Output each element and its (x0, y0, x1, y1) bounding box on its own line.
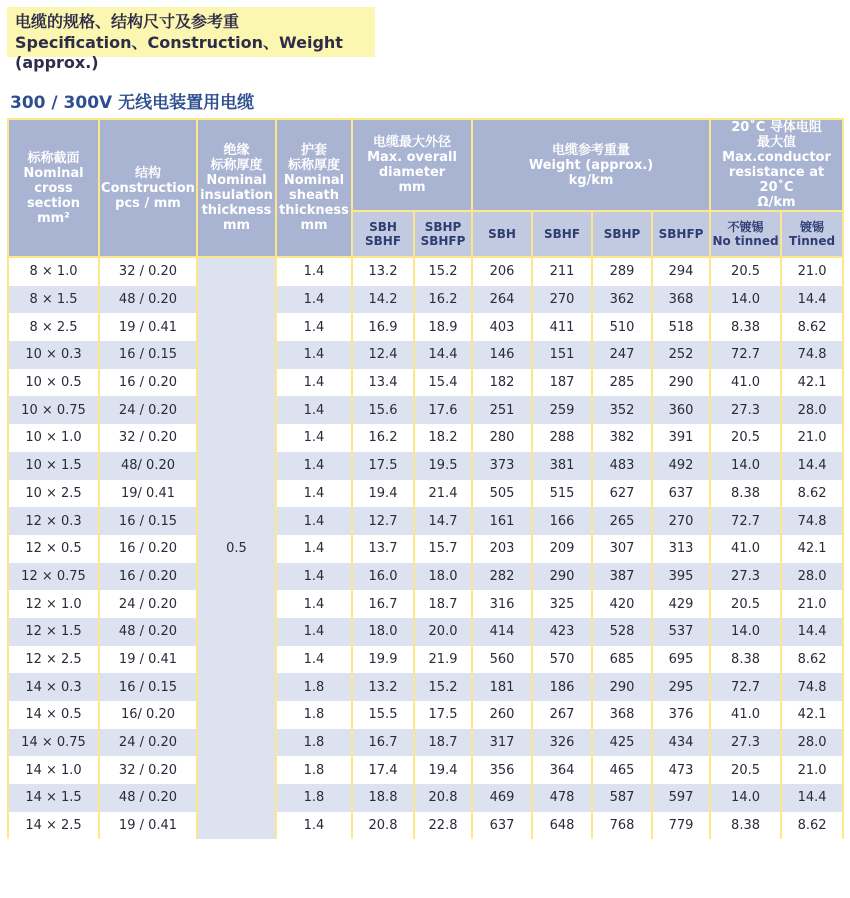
cell-weight-sbh: 560 (472, 646, 532, 674)
table-row (8, 618, 843, 646)
cell-weight-sbhfp: 492 (652, 452, 710, 480)
cell-resistance-tinned: 42.1 (781, 701, 843, 729)
cell-construction: 32 / 0.20 (99, 257, 197, 286)
cell-weight-sbhf: 515 (532, 480, 592, 508)
cell-sheath: 1.4 (276, 424, 352, 452)
cell-diameter-sbh-sbhf: 15.6 (352, 396, 414, 424)
cell-sheath: 1.8 (276, 701, 352, 729)
cell-diameter-sbhp-sbhfp: 18.7 (414, 590, 472, 618)
header-diameter: 电缆最大外径 Max. overall diameter mm (352, 119, 472, 211)
cell-section: 14 × 0.75 (8, 729, 99, 757)
header-resistance: 20˚C 导体电阻 最大值 Max.conductor resistance at 20˚C Ω/km (710, 119, 843, 211)
cell-construction: 24 / 0.20 (99, 396, 197, 424)
cell-weight-sbhf: 186 (532, 673, 592, 701)
cell-diameter-sbhp-sbhfp: 20.0 (414, 618, 472, 646)
cell-weight-sbhp: 382 (592, 424, 652, 452)
cell-diameter-sbhp-sbhfp: 19.5 (414, 452, 472, 480)
cell-section: 12 × 0.3 (8, 507, 99, 535)
cell-construction: 32 / 0.20 (99, 756, 197, 784)
cell-construction: 48 / 0.20 (99, 784, 197, 812)
table-row (8, 286, 843, 314)
table-row (8, 563, 843, 591)
table-row (8, 673, 843, 701)
table-body (8, 257, 843, 839)
cell-weight-sbhfp: 395 (652, 563, 710, 591)
table-row (8, 396, 843, 424)
cell-weight-sbh: 469 (472, 784, 532, 812)
cell-diameter-sbhp-sbhfp: 15.2 (414, 257, 472, 286)
cell-weight-sbh: 414 (472, 618, 532, 646)
cell-weight-sbhp: 685 (592, 646, 652, 674)
cell-diameter-sbh-sbhf: 16.7 (352, 590, 414, 618)
cell-diameter-sbhp-sbhfp: 15.7 (414, 535, 472, 563)
cell-resistance-no-tinned: 27.3 (710, 396, 781, 424)
cell-resistance-tinned: 42.1 (781, 535, 843, 563)
cell-weight-sbhf: 381 (532, 452, 592, 480)
cell-construction: 48 / 0.20 (99, 286, 197, 314)
table-row (8, 424, 843, 452)
cell-sheath: 1.4 (276, 618, 352, 646)
cell-sheath: 1.4 (276, 812, 352, 840)
cell-weight-sbhfp: 270 (652, 507, 710, 535)
cell-weight-sbhf: 290 (532, 563, 592, 591)
cell-resistance-no-tinned: 14.0 (710, 618, 781, 646)
cell-section: 12 × 0.75 (8, 563, 99, 591)
header-insulation: 绝缘 标称厚度 Nominal insulation thickness mm (197, 119, 276, 257)
cell-weight-sbh: 181 (472, 673, 532, 701)
cell-diameter-sbh-sbhf: 16.7 (352, 729, 414, 757)
cell-diameter-sbhp-sbhfp: 17.5 (414, 701, 472, 729)
cell-weight-sbhp: 768 (592, 812, 652, 840)
cell-sheath: 1.4 (276, 313, 352, 341)
table-row (8, 812, 843, 840)
title-en: Specification、Construction、Weight (approx.) (15, 33, 343, 72)
cell-resistance-no-tinned: 20.5 (710, 257, 781, 286)
cell-weight-sbh: 316 (472, 590, 532, 618)
cell-resistance-tinned: 74.8 (781, 673, 843, 701)
cell-resistance-tinned: 8.62 (781, 646, 843, 674)
subheader-sbhp-sbhfp: SBHP SBHFP (414, 211, 472, 257)
cell-resistance-tinned: 14.4 (781, 286, 843, 314)
cell-diameter-sbh-sbhf: 20.8 (352, 812, 414, 840)
cell-weight-sbhfp: 429 (652, 590, 710, 618)
cell-weight-sbhfp: 473 (652, 756, 710, 784)
cell-sheath: 1.4 (276, 452, 352, 480)
cell-section: 10 × 0.75 (8, 396, 99, 424)
cell-weight-sbhf: 209 (532, 535, 592, 563)
cell-section: 14 × 0.3 (8, 673, 99, 701)
header-section: 标称截面 Nominal cross section mm² (8, 119, 99, 257)
cell-construction: 48/ 0.20 (99, 452, 197, 480)
cell-resistance-no-tinned: 20.5 (710, 590, 781, 618)
cell-weight-sbh: 356 (472, 756, 532, 784)
cell-weight-sbh: 260 (472, 701, 532, 729)
subheader-weight-sbhfp: SBHFP (652, 211, 710, 257)
cell-resistance-no-tinned: 41.0 (710, 369, 781, 397)
cell-construction: 19/ 0.41 (99, 480, 197, 508)
cell-weight-sbh: 505 (472, 480, 532, 508)
cell-section: 8 × 1.0 (8, 257, 99, 286)
cell-diameter-sbhp-sbhfp: 18.2 (414, 424, 472, 452)
cell-resistance-tinned: 21.0 (781, 424, 843, 452)
cell-diameter-sbhp-sbhfp: 18.0 (414, 563, 472, 591)
cell-weight-sbhf: 288 (532, 424, 592, 452)
cell-resistance-no-tinned: 72.7 (710, 507, 781, 535)
cell-weight-sbhf: 326 (532, 729, 592, 757)
cell-resistance-no-tinned: 27.3 (710, 729, 781, 757)
cell-weight-sbhp: 420 (592, 590, 652, 618)
cell-diameter-sbh-sbhf: 12.4 (352, 341, 414, 369)
subheader-sbh-sbhf: SBH SBHF (352, 211, 414, 257)
cell-construction: 16 / 0.20 (99, 563, 197, 591)
cell-resistance-no-tinned: 20.5 (710, 756, 781, 784)
cell-weight-sbhfp: 391 (652, 424, 710, 452)
cell-weight-sbhp: 483 (592, 452, 652, 480)
cell-weight-sbhfp: 434 (652, 729, 710, 757)
cell-sheath: 1.4 (276, 507, 352, 535)
cell-weight-sbhp: 387 (592, 563, 652, 591)
cell-diameter-sbh-sbhf: 18.8 (352, 784, 414, 812)
cell-weight-sbhfp: 295 (652, 673, 710, 701)
cell-weight-sbhp: 528 (592, 618, 652, 646)
cell-weight-sbhf: 423 (532, 618, 592, 646)
title-cn: 电缆的规格、结构尺寸及参考重 (15, 12, 240, 31)
cell-resistance-tinned: 74.8 (781, 341, 843, 369)
cell-construction: 48 / 0.20 (99, 618, 197, 646)
cell-sheath: 1.4 (276, 341, 352, 369)
cell-diameter-sbhp-sbhfp: 17.6 (414, 396, 472, 424)
header-construction: 结构 Construction pcs / mm (99, 119, 197, 257)
cell-diameter-sbhp-sbhfp: 14.7 (414, 507, 472, 535)
table-row (8, 257, 843, 286)
cell-weight-sbhp: 290 (592, 673, 652, 701)
cell-resistance-no-tinned: 72.7 (710, 673, 781, 701)
cell-weight-sbhf: 267 (532, 701, 592, 729)
cell-section: 8 × 1.5 (8, 286, 99, 314)
cell-resistance-tinned: 74.8 (781, 507, 843, 535)
cell-weight-sbhf: 570 (532, 646, 592, 674)
cell-diameter-sbh-sbhf: 17.4 (352, 756, 414, 784)
cell-resistance-tinned: 21.0 (781, 590, 843, 618)
cell-section: 12 × 0.5 (8, 535, 99, 563)
cell-section: 12 × 1.0 (8, 590, 99, 618)
table-row (8, 535, 843, 563)
cell-construction: 19 / 0.41 (99, 646, 197, 674)
cell-diameter-sbh-sbhf: 12.7 (352, 507, 414, 535)
cell-weight-sbhf: 478 (532, 784, 592, 812)
cell-weight-sbh: 282 (472, 563, 532, 591)
cell-weight-sbhf: 187 (532, 369, 592, 397)
cell-section: 10 × 1.5 (8, 452, 99, 480)
spec-table (7, 118, 844, 839)
cell-diameter-sbh-sbhf: 18.0 (352, 618, 414, 646)
cell-sheath: 1.8 (276, 784, 352, 812)
cell-weight-sbhf: 364 (532, 756, 592, 784)
cell-weight-sbhfp: 637 (652, 480, 710, 508)
cell-construction: 19 / 0.41 (99, 812, 197, 840)
cell-diameter-sbh-sbhf: 19.4 (352, 480, 414, 508)
cell-weight-sbh: 146 (472, 341, 532, 369)
cell-construction: 16 / 0.15 (99, 673, 197, 701)
cell-diameter-sbh-sbhf: 16.9 (352, 313, 414, 341)
cell-construction: 19 / 0.41 (99, 313, 197, 341)
cell-weight-sbhfp: 695 (652, 646, 710, 674)
cell-weight-sbh: 161 (472, 507, 532, 535)
table-row (8, 646, 843, 674)
table-row (8, 341, 843, 369)
table-row (8, 480, 843, 508)
cell-weight-sbhf: 411 (532, 313, 592, 341)
cell-diameter-sbhp-sbhfp: 18.9 (414, 313, 472, 341)
cell-weight-sbhf: 325 (532, 590, 592, 618)
cell-resistance-tinned: 21.0 (781, 756, 843, 784)
cell-diameter-sbhp-sbhfp: 18.7 (414, 729, 472, 757)
table-row (8, 756, 843, 784)
cell-construction: 16 / 0.15 (99, 507, 197, 535)
cell-sheath: 1.4 (276, 257, 352, 286)
cell-section: 10 × 0.3 (8, 341, 99, 369)
cell-section: 12 × 1.5 (8, 618, 99, 646)
cell-construction: 16 / 0.20 (99, 535, 197, 563)
cell-sheath: 1.4 (276, 590, 352, 618)
cell-resistance-tinned: 21.0 (781, 257, 843, 286)
cell-weight-sbhp: 425 (592, 729, 652, 757)
cell-weight-sbhfp: 360 (652, 396, 710, 424)
cell-insulation-thickness: 0.5 (197, 257, 276, 839)
subheader-no-tinned: 不镀锡 No tinned (710, 211, 781, 257)
cell-construction: 24 / 0.20 (99, 590, 197, 618)
cell-diameter-sbhp-sbhfp: 16.2 (414, 286, 472, 314)
table-row (8, 313, 843, 341)
cell-resistance-no-tinned: 14.0 (710, 286, 781, 314)
cell-weight-sbhp: 289 (592, 257, 652, 286)
cell-weight-sbhf: 211 (532, 257, 592, 286)
subheader-tinned: 镀锡 Tinned (781, 211, 843, 257)
cell-resistance-tinned: 14.4 (781, 452, 843, 480)
cell-sheath: 1.8 (276, 756, 352, 784)
cell-weight-sbhp: 627 (592, 480, 652, 508)
cell-resistance-no-tinned: 8.38 (710, 480, 781, 508)
cell-weight-sbhp: 247 (592, 341, 652, 369)
cell-weight-sbhfp: 368 (652, 286, 710, 314)
cell-resistance-tinned: 14.4 (781, 618, 843, 646)
subheader-weight-sbh: SBH (472, 211, 532, 257)
table-row (8, 729, 843, 757)
table-row (8, 507, 843, 535)
cell-weight-sbhf: 259 (532, 396, 592, 424)
cell-sheath: 1.4 (276, 646, 352, 674)
table-subtitle: 300 / 300V 无线电装置用电缆 (10, 93, 255, 113)
cell-weight-sbh: 317 (472, 729, 532, 757)
table-row (8, 784, 843, 812)
cell-diameter-sbh-sbhf: 13.7 (352, 535, 414, 563)
cell-weight-sbhfp: 779 (652, 812, 710, 840)
cell-diameter-sbh-sbhf: 15.5 (352, 701, 414, 729)
cell-section: 14 × 1.5 (8, 784, 99, 812)
cell-section: 14 × 2.5 (8, 812, 99, 840)
cell-weight-sbhp: 265 (592, 507, 652, 535)
cell-section: 14 × 1.0 (8, 756, 99, 784)
cell-section: 12 × 2.5 (8, 646, 99, 674)
cell-weight-sbh: 637 (472, 812, 532, 840)
cell-resistance-tinned: 28.0 (781, 729, 843, 757)
cell-weight-sbhfp: 537 (652, 618, 710, 646)
cell-diameter-sbhp-sbhfp: 20.8 (414, 784, 472, 812)
cell-weight-sbh: 206 (472, 257, 532, 286)
cell-weight-sbhfp: 313 (652, 535, 710, 563)
header-sheath: 护套 标称厚度 Nominal sheath thickness mm (276, 119, 352, 257)
cell-section: 8 × 2.5 (8, 313, 99, 341)
cell-diameter-sbhp-sbhfp: 15.2 (414, 673, 472, 701)
cell-diameter-sbh-sbhf: 13.2 (352, 673, 414, 701)
cell-resistance-no-tinned: 72.7 (710, 341, 781, 369)
cell-diameter-sbhp-sbhfp: 22.8 (414, 812, 472, 840)
cell-resistance-tinned: 28.0 (781, 396, 843, 424)
cell-weight-sbhp: 510 (592, 313, 652, 341)
cell-weight-sbhf: 648 (532, 812, 592, 840)
cell-resistance-no-tinned: 20.5 (710, 424, 781, 452)
cell-resistance-no-tinned: 14.0 (710, 452, 781, 480)
cell-construction: 32 / 0.20 (99, 424, 197, 452)
cell-weight-sbhfp: 294 (652, 257, 710, 286)
header-weight: 电缆参考重量 Weight (approx.) kg/km (472, 119, 710, 211)
cell-diameter-sbh-sbhf: 17.5 (352, 452, 414, 480)
cell-weight-sbhp: 587 (592, 784, 652, 812)
subheader-weight-sbhp: SBHP (592, 211, 652, 257)
cell-resistance-tinned: 28.0 (781, 563, 843, 591)
cell-resistance-no-tinned: 41.0 (710, 701, 781, 729)
cell-resistance-tinned: 8.62 (781, 812, 843, 840)
cell-diameter-sbh-sbhf: 14.2 (352, 286, 414, 314)
cell-sheath: 1.4 (276, 396, 352, 424)
cell-resistance-no-tinned: 8.38 (710, 313, 781, 341)
cell-section: 10 × 2.5 (8, 480, 99, 508)
cell-sheath: 1.4 (276, 286, 352, 314)
table-row (8, 590, 843, 618)
cell-construction: 24 / 0.20 (99, 729, 197, 757)
cell-resistance-no-tinned: 8.38 (710, 812, 781, 840)
cell-construction: 16/ 0.20 (99, 701, 197, 729)
cell-diameter-sbh-sbhf: 19.9 (352, 646, 414, 674)
cell-section: 10 × 1.0 (8, 424, 99, 452)
cell-diameter-sbh-sbhf: 16.0 (352, 563, 414, 591)
cell-resistance-tinned: 8.62 (781, 313, 843, 341)
title-box (7, 7, 375, 72)
cell-weight-sbhf: 151 (532, 341, 592, 369)
cell-resistance-no-tinned: 41.0 (710, 535, 781, 563)
cell-weight-sbh: 203 (472, 535, 532, 563)
cell-resistance-no-tinned: 27.3 (710, 563, 781, 591)
cell-weight-sbhp: 307 (592, 535, 652, 563)
cell-diameter-sbhp-sbhfp: 21.4 (414, 480, 472, 508)
table-row (8, 701, 843, 729)
cell-weight-sbh: 280 (472, 424, 532, 452)
cell-sheath: 1.8 (276, 729, 352, 757)
cell-diameter-sbhp-sbhfp: 21.9 (414, 646, 472, 674)
cell-diameter-sbh-sbhf: 13.2 (352, 257, 414, 286)
cell-weight-sbh: 264 (472, 286, 532, 314)
cell-section: 10 × 0.5 (8, 369, 99, 397)
table-row (8, 452, 843, 480)
cell-weight-sbhfp: 290 (652, 369, 710, 397)
cell-weight-sbhp: 362 (592, 286, 652, 314)
cell-diameter-sbh-sbhf: 16.2 (352, 424, 414, 452)
cell-weight-sbhp: 465 (592, 756, 652, 784)
cell-sheath: 1.8 (276, 673, 352, 701)
cell-diameter-sbhp-sbhfp: 19.4 (414, 756, 472, 784)
cell-weight-sbh: 251 (472, 396, 532, 424)
cell-weight-sbhf: 270 (532, 286, 592, 314)
table-row (8, 369, 843, 397)
cell-weight-sbh: 403 (472, 313, 532, 341)
cell-resistance-no-tinned: 14.0 (710, 784, 781, 812)
cell-weight-sbh: 182 (472, 369, 532, 397)
cell-weight-sbhp: 285 (592, 369, 652, 397)
cell-weight-sbhp: 352 (592, 396, 652, 424)
cell-resistance-tinned: 42.1 (781, 369, 843, 397)
cell-section: 14 × 0.5 (8, 701, 99, 729)
cell-weight-sbhfp: 252 (652, 341, 710, 369)
cell-weight-sbhp: 368 (592, 701, 652, 729)
cell-diameter-sbhp-sbhfp: 15.4 (414, 369, 472, 397)
cell-sheath: 1.4 (276, 563, 352, 591)
cell-resistance-no-tinned: 8.38 (710, 646, 781, 674)
cell-construction: 16 / 0.20 (99, 369, 197, 397)
cell-resistance-tinned: 8.62 (781, 480, 843, 508)
cell-sheath: 1.4 (276, 369, 352, 397)
cell-weight-sbh: 373 (472, 452, 532, 480)
cell-resistance-tinned: 14.4 (781, 784, 843, 812)
cell-diameter-sbhp-sbhfp: 14.4 (414, 341, 472, 369)
cell-sheath: 1.4 (276, 480, 352, 508)
cell-diameter-sbh-sbhf: 13.4 (352, 369, 414, 397)
cell-construction: 16 / 0.15 (99, 341, 197, 369)
cell-weight-sbhf: 166 (532, 507, 592, 535)
cell-weight-sbhfp: 376 (652, 701, 710, 729)
cell-sheath: 1.4 (276, 535, 352, 563)
cell-weight-sbhfp: 518 (652, 313, 710, 341)
cell-weight-sbhfp: 597 (652, 784, 710, 812)
subheader-weight-sbhf: SBHF (532, 211, 592, 257)
